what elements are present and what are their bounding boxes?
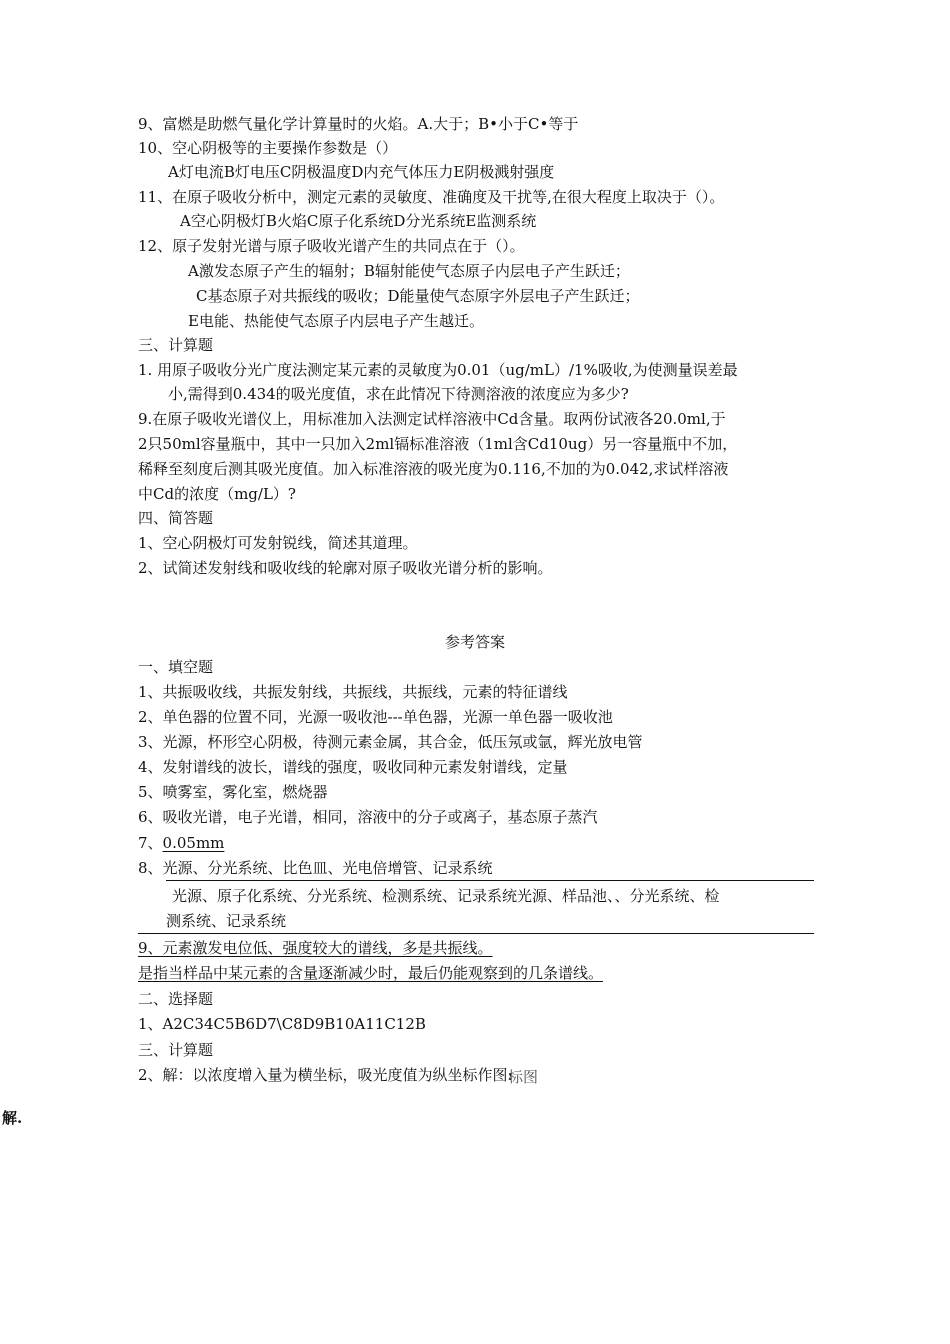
question-11: 11、在原子吸收分析中，测定元素的灵敏度、准确度及干扰等,在很大程度上取决于（）。	[138, 188, 725, 206]
short-question-1: 1、空心阴极灯可发射锐线，简述其道理。	[138, 534, 418, 552]
answers-calc-heading: 三、计算题	[138, 1041, 214, 1059]
answer-fill-7-number: 7、	[138, 834, 163, 852]
calc-problem-9-line-3: 稀释至刻度后测其吸光度值。加入标准溶液的吸光度为0.116,不加的为0.042,求试样溶液	[138, 460, 729, 478]
answers-fill-heading: 一、填空题	[138, 658, 214, 676]
answer-fill-8	[138, 858, 493, 878]
calc-problem-1-line-2: 小,需得到0.434的吸光度值，求在此情况下待测溶液的浓度应为多少?	[168, 385, 629, 403]
answer-fill-8-number: 8、	[138, 859, 163, 877]
answer-fill-7	[138, 833, 224, 853]
question-12-option-a-b: A激发态原子产生的辐射；B辐射能使气态原子内层电子产生跃迁；	[188, 262, 630, 280]
answer-8-top-rule	[166, 880, 814, 881]
answer-fill-5: 5、喷雾室，雾化室，燃烧器	[138, 783, 328, 801]
calc-problem-9-line-4: 中Cd的浓度（mg/L）?	[138, 485, 296, 503]
question-9: 9、富燃是助燃气量化学计算量时的火焰。A.大于；B•小于C•等于	[138, 115, 579, 133]
question-10-options: A灯电流B灯电压C阴极温度D内充气体压力E阴极溅射强度	[168, 163, 555, 181]
answer-fill-1: 1、共振吸收线，共振发射线，共振线，共振线，元素的特征谱线	[138, 683, 568, 701]
calc-problem-1-line-1: 1. 用原子吸收分光广度法测定某元素的灵敏度为0.01（ug/mL）/1%吸收,为使测量误差最	[138, 361, 738, 379]
short-question-2: 2、试简述发射线和吸收线的轮廓对原子吸收光谱分析的影响。	[138, 559, 553, 577]
question-12: 12、原子发射光谱与原子吸收光谱产生的共同点在于（）。	[138, 237, 525, 255]
answers-calc-item-2: 2、解：以浓度增入量为横坐标，吸光度值为纵坐标作图:	[138, 1066, 513, 1084]
answers-title: 参考答案	[444, 633, 505, 651]
answers-choice-heading: 二、选择题	[138, 990, 214, 1008]
question-12-option-e: E电能、热能使气态原子内层电子产生越迁。	[188, 312, 484, 330]
calc-section-heading: 三、计算题	[138, 336, 214, 354]
question-10: 10、空心阴极等的主要操作参数是（）	[138, 139, 398, 157]
answer-fill-8-text: 光源、分光系统、比色皿、光电倍增管、记录系统	[162, 859, 493, 877]
answer-fill-6: 6、吸收光谱，电子光谱，相同，溶液中的分子或离子，基态原子蒸汽	[138, 808, 598, 826]
calc-problem-9-line-2: 2只50ml容量瓶中，其中一只加入2ml镉标准溶液（1ml含Cd10ug）另一容量瓶中不加，	[138, 435, 738, 453]
answer-fill-8-cont-line-2: 测系统、记录系统	[166, 912, 287, 930]
answer-fill-9: 9、元素激发电位低、强度较大的谱线，多是共振线。	[138, 939, 493, 957]
margin-mark: 解.	[2, 1109, 23, 1127]
answer-fill-8-cont-line-1: 光源、原子化系统、分光系统、检测系统、记录系统光源、样品池、、分光系统、检	[172, 887, 720, 905]
answer-8-bottom-rule	[138, 933, 814, 934]
question-11-options: A空心阴极灯B火焰C原子化系统D分光系统E监测系统	[180, 212, 537, 230]
answer-fill-10: 是指当样品中某元素的含量逐渐减少时，最后仍能观察到的几条谱线。	[138, 964, 604, 982]
overlapping-glyphs: 标图	[508, 1068, 539, 1086]
answers-choice-key: 1、A2C34C5B6D7\C8D9B10A11C12B	[138, 1015, 426, 1033]
answer-fill-7-text: 0.05mm	[162, 834, 225, 852]
question-12-option-c-d: C基态原子对共振线的吸收；D能量使气态原字外层电子产生跃迁；	[196, 287, 640, 305]
answer-fill-3: 3、光源，杯形空心阴极，待测元素金属，其合金，低压氖或氩，辉光放电管	[138, 733, 643, 751]
answer-fill-4: 4、发射谱线的波长，谱线的强度，吸收同种元素发射谱线，定量	[138, 758, 568, 776]
short-section-heading: 四、简答题	[138, 509, 214, 527]
answer-fill-2: 2、单色器的位置不同，光源一吸收池---单色器，光源一单色器一吸收池	[138, 708, 613, 726]
calc-problem-9-line-1: 9.在原子吸收光谱仪上，用标准加入法测定试样溶液中Cd含量。取两份试液各20.0ml,于	[138, 410, 726, 428]
